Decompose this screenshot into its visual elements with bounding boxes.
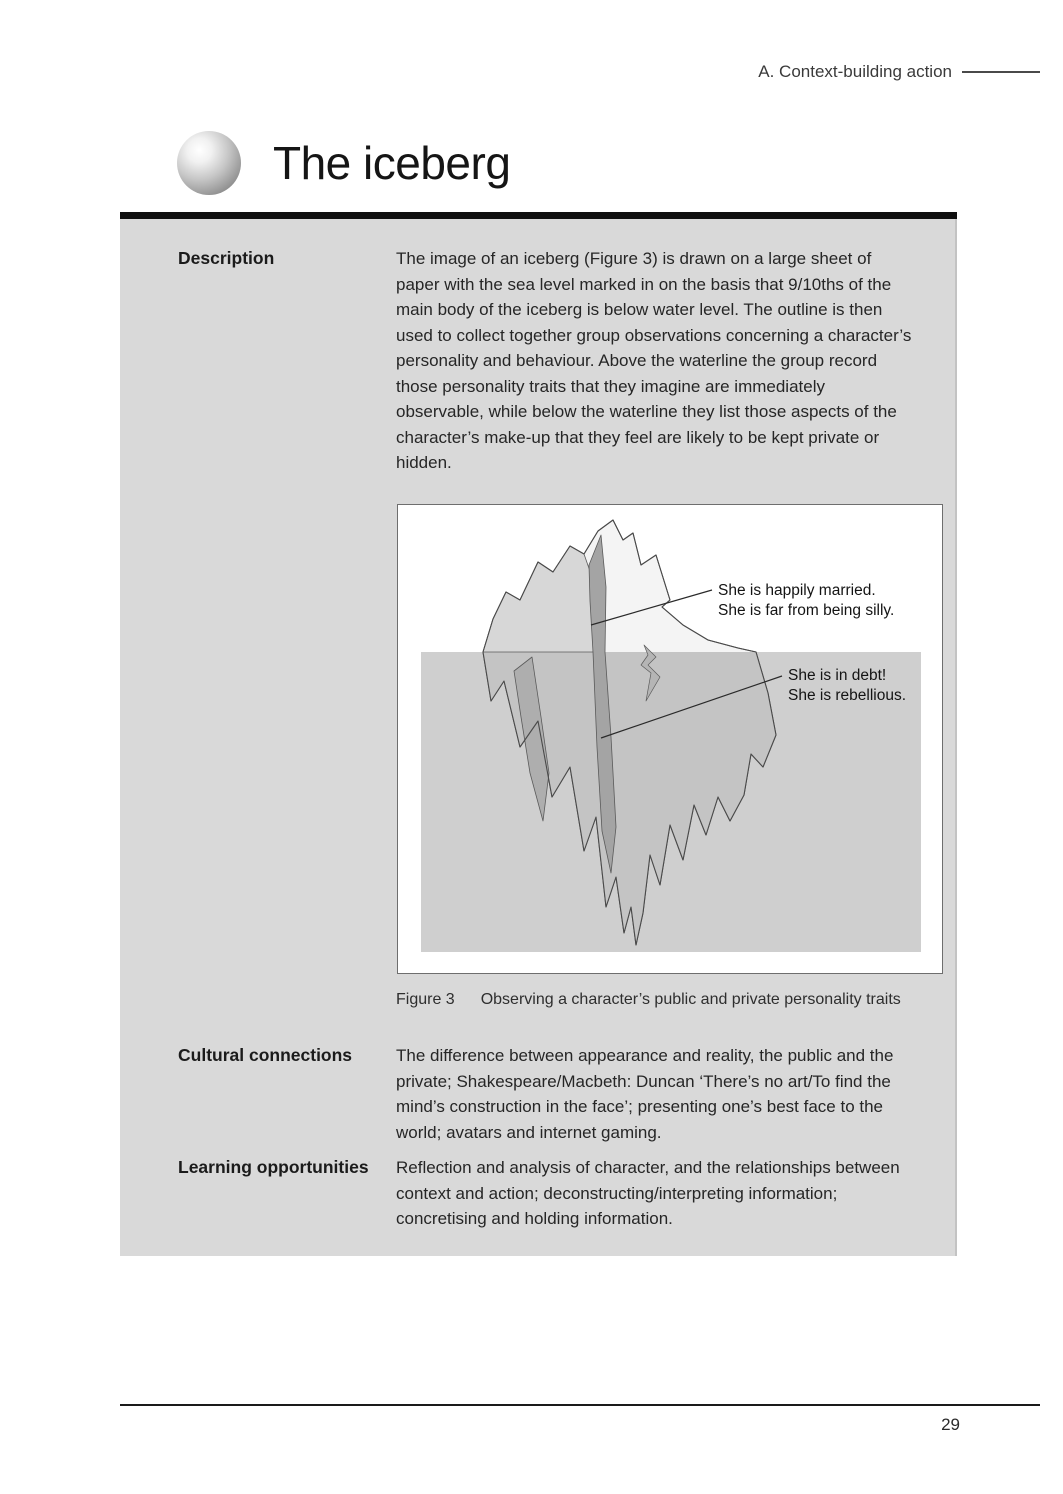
annotation-private-line1: She is in debt!: [788, 667, 887, 684]
chapter-title-row: [177, 131, 510, 195]
running-header-text: A. Context-building action: [758, 62, 952, 81]
sphere-bullet-icon: [177, 131, 241, 195]
description-text: The image of an iceberg (Figure 3) is drawn on a large sheet of paper with the sea level marked in on the basis that 9/10ths of the main body of the iceberg is below water level. The outline is then used to collect together group observations concerning a character’s personality and behaviour. Above the waterline the group record those personality traits that they imagine are immediately observable, while below the waterline they list those aspects of the character’s make-up that they feel are likely to be kept private or hidden.: [396, 249, 912, 472]
figure-3-frame: [397, 504, 943, 974]
figure-caption: [396, 991, 901, 1009]
cultural-connections-text: The difference between appearance and reality, the public and the private; Shakespeare/Macbeth: Duncan ‘There’s no art/To find the mind’s construction in the face’; presenting one’s best face to the world; avatars and internet gaming.: [396, 1046, 894, 1142]
title-divider-rule: [120, 212, 957, 219]
cultural-connections-label: Cultural connections: [178, 1045, 353, 1065]
iceberg-facet-left-upper: [483, 546, 595, 652]
page-number: 29: [941, 1415, 960, 1434]
figure-caption-label: Figure 3: [396, 991, 455, 1008]
figure-caption-text: Observing a character’s public and private personality traits: [480, 991, 901, 1008]
page-title: The iceberg: [273, 137, 511, 189]
footer-rule: [120, 1404, 1040, 1406]
learning-opportunities-text: Reflection and analysis of character, and the relationships between context and action; deconstructing/interpreting information; concretising and holding information.: [396, 1158, 900, 1228]
description-label: Description: [178, 248, 275, 268]
annotation-public-line1: She is happily married.: [718, 582, 876, 599]
content-panel: [120, 219, 957, 1256]
running-header: [0, 62, 1040, 82]
running-header-rule: [962, 71, 1040, 73]
learning-opportunities-label: Learning opportunities: [178, 1157, 369, 1177]
iceberg-drawing: [398, 505, 942, 973]
annotation-private-line2: She is rebellious.: [788, 687, 907, 704]
annotation-public-line2: She is far from being silly.: [718, 602, 895, 619]
